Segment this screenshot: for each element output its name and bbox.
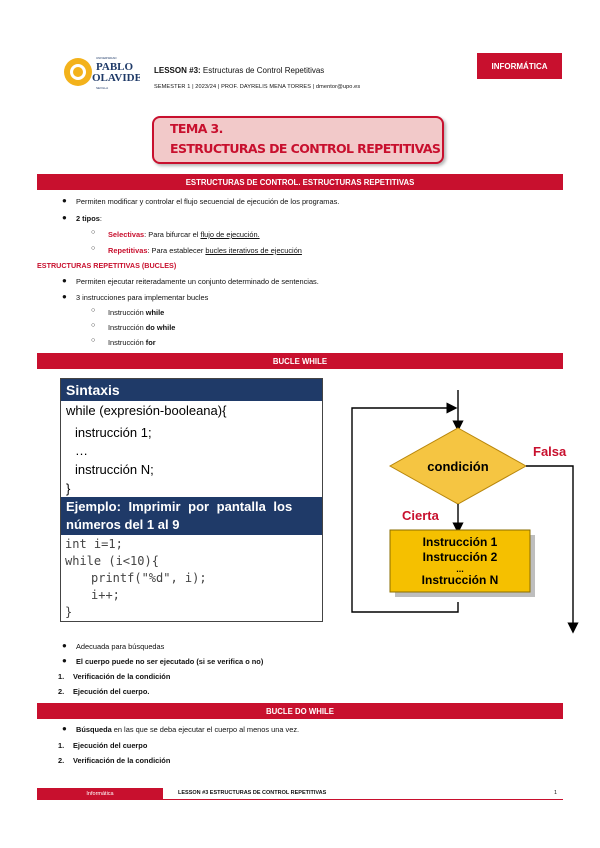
section-bar-control-structures: ESTRUCTURAS DE CONTROL. ESTRUCTURAS REPETITIVAS	[37, 174, 563, 190]
course-meta: SEMESTER 1 | 2023/24 | PROF. DAYRELIS MENA TORRES | dmentor@upo.es	[154, 84, 361, 90]
example-title-text: Ejemplo: Imprimir por pantalla los	[66, 499, 293, 514]
item-keyword: for	[145, 338, 156, 347]
footer-subject: Informática	[37, 788, 163, 800]
condition-label: condición	[427, 459, 489, 474]
circle-bullet-icon: ○	[91, 322, 96, 329]
selectivas-text: : Para bifurcar el	[144, 230, 201, 239]
s1-bullet-2-bold: 2 tipos	[76, 214, 100, 223]
section-bar-while: BUCLE WHILE	[37, 353, 563, 369]
while-note-2: El cuerpo puede no ser ejecutado (si se verifica o no)	[76, 657, 264, 666]
bullet-icon: ●	[62, 276, 67, 285]
bullet-icon: ●	[62, 641, 67, 650]
s1-bullet-2-colon: :	[99, 214, 102, 223]
bullet-icon: ●	[62, 656, 67, 665]
bullet-icon: ●	[62, 196, 67, 205]
dowhile-step-2: Verificación de la condición	[73, 756, 171, 765]
selectivas-link: flujo de ejecución.	[200, 230, 260, 239]
while-step-num: 2.	[58, 687, 65, 696]
while-note-1: Adecuada para búsquedas	[76, 642, 165, 651]
instruction-1: Instrucción 1	[422, 535, 498, 549]
logo-text-pablo: PABLO	[96, 61, 134, 73]
footer-divider	[163, 799, 563, 800]
item-prefix: Instrucción	[108, 323, 146, 332]
footer-lesson: LESSON #3 ESTRUCTURAS DE CONTROL REPETITIVAS	[178, 790, 327, 796]
syntax-line: instrucción N;	[75, 462, 154, 477]
selectivas-label: Selectivas	[108, 230, 145, 239]
logo-text-olavide: OLAVIDE	[92, 72, 140, 84]
s2-heading: ESTRUCTURAS REPETITIVAS (BUCLES)	[37, 261, 177, 270]
code-line: printf("%d", i);	[91, 571, 207, 585]
bullet-icon: ●	[62, 292, 67, 301]
s2-bullet-1: Permiten ejecutar reiteradamente un conjunto determinado de sentencias.	[76, 277, 319, 286]
s2-item-for	[108, 338, 156, 347]
tema-title-box	[152, 116, 444, 164]
lesson-label: LESSON #3:	[154, 66, 201, 75]
item-keyword: while	[145, 308, 165, 317]
code-line: int i=1;	[65, 537, 123, 551]
while-step-1: Verificación de la condición	[73, 672, 171, 681]
logo-text-bottom: SEVILLA	[96, 86, 109, 90]
code-line: i++;	[91, 588, 120, 602]
dowhile-note	[76, 725, 299, 734]
instruction-dots: ...	[456, 564, 464, 574]
subject-badge: INFORMÁTICA	[477, 53, 562, 79]
code-line: while (i<10){	[65, 554, 159, 568]
repetitivas-text: : Para establecer	[147, 246, 206, 255]
syntax-line: instrucción 1;	[75, 425, 152, 440]
tema-name: ESTRUCTURAS DE CONTROL REPETITIVAS	[170, 141, 441, 156]
code-line: }	[65, 605, 73, 619]
instruction-2: Instrucción 2	[422, 550, 498, 564]
item-prefix: Instrucción	[108, 338, 146, 347]
dowhile-step-1: Ejecución del cuerpo	[73, 741, 148, 750]
syntax-box	[60, 378, 323, 622]
s2-item-while	[108, 308, 164, 317]
page-number: 1	[554, 790, 558, 796]
bullet-icon: ●	[62, 213, 67, 222]
item-keyword: do while	[145, 323, 176, 332]
example-title-line-2: números del 1 al 9	[66, 517, 180, 532]
tema-number: TEMA 3.	[170, 121, 223, 136]
dowhile-note-rest: en las que se deba ejecutar el cuerpo al menos una vez.	[111, 725, 300, 734]
item-prefix: Instrucción	[108, 308, 146, 317]
example-title-line-1	[66, 498, 322, 516]
instruction-n: Instrucción N	[421, 573, 499, 587]
circle-bullet-icon: ○	[91, 245, 96, 252]
dowhile-step-num: 2.	[58, 756, 65, 765]
syntax-line: }	[66, 481, 71, 496]
s2-item-dowhile	[108, 323, 175, 332]
circle-bullet-icon: ○	[91, 229, 96, 236]
dowhile-step-num: 1.	[58, 741, 65, 750]
while-step-2: Ejecución del cuerpo.	[73, 687, 150, 696]
while-flowchart	[340, 380, 590, 640]
dowhile-note-bold: Búsqueda	[76, 725, 112, 734]
syntax-line: while (expresión-booleana){	[66, 403, 227, 418]
repetitivas-link: bucles iterativos de ejecución	[205, 246, 302, 255]
example-title	[61, 497, 322, 535]
while-step-num: 1.	[58, 672, 65, 681]
logo-text-top: UNIVERSIDAD	[96, 56, 117, 60]
lesson-title	[154, 66, 324, 75]
section-bar-do-while: BUCLE DO WHILE	[37, 703, 563, 719]
true-label: Cierta	[402, 508, 439, 523]
repetitivas-label: Repetitivas	[108, 246, 148, 255]
false-label: Falsa	[533, 444, 567, 459]
university-logo	[62, 53, 140, 91]
s2-bullet-2: 3 instrucciones para implementar bucles	[76, 293, 209, 302]
circle-bullet-icon: ○	[91, 307, 96, 314]
lesson-name: Estructuras de Control Repetitivas	[202, 66, 325, 75]
bullet-icon: ●	[62, 724, 67, 733]
s1-sub-2	[108, 246, 302, 255]
syntax-line: …	[75, 443, 88, 458]
s1-bullet-1: Permiten modificar y controlar el flujo secuencial de ejecución de los programas.	[76, 197, 340, 206]
s1-bullet-2	[76, 214, 102, 223]
circle-bullet-icon: ○	[91, 337, 96, 344]
syntax-title: Sintaxis	[61, 379, 322, 401]
s1-sub-1	[108, 230, 260, 239]
